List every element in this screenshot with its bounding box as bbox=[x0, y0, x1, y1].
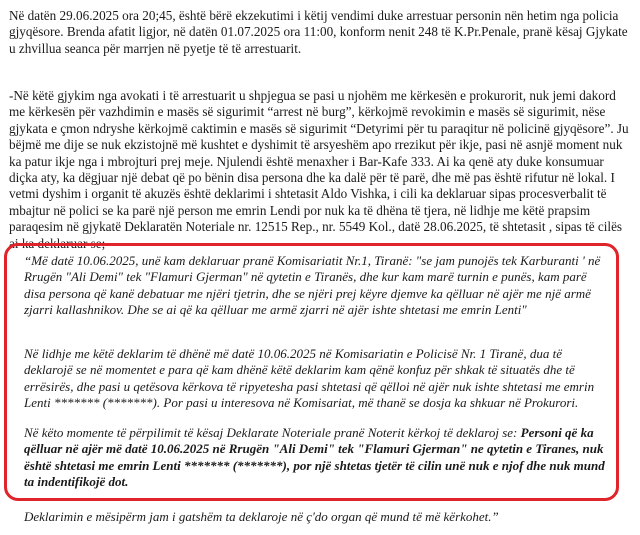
paragraph-arrest-execution: Në datën 29.06.2025 ora 20;45, është bërë ekzekutimi i këtij vendimi duke arrestuar personin nën hetim nga policia gjyqësore. Brenda afatit ligjor, në datën 01.07.2025 ora 11:00, konform nenit 248 të K.Pr.Penale, pranë kësaj Gjykate u zhvillua seanca për marrjen në pyetje të të arrestuarit. bbox=[9, 8, 628, 56]
paragraph-defense-argument: -Në këtë gjykim nga avokati i të arrestuarit u shpjegua se pasi u njohëm me kërkesën e prokurorit, nuk jemi dakord me kërkesën për vazhdimin e masës së sigurimit “arrest në burg”, kërkojmë revokimin e masës së sigurimit, nëse gjykata e çmon ndryshe kërkojmë caktimin e masës së sigurimit “Detyrimi për tu paraqitur në policinë gjyqësore”. Ju bëjmë me dije se nuk ekzistojnë më kushtet e dyshimit të arsyeshëm apo rrezikut për ikje, pasi në asnjë moment nuk ka patur ikje nga i mbrojturi prej meje. Njulendi është menaxher i Bar-Kafe 333. Ai ka qenë aty duke konsumuar diçka aty, ka dëgjuar një debat që po bënin disa persona dhe ka dalë për të parë, dhe më pas është rifutur në lokal. I vetmi dyshim i organit të akuzës është deklarimi i shtetasit Aldo Vishka, i cili ka deklaruar sipas procesverbalit të mbajtur në polici se ka parë një person me emrin Lendi por nuk ka të dhëna të tjera, në lidhje me këtë prapsim paraqesim në gjykatë Deklaratën Noteriale nr. 12515 Rep., nr. 5549 Kol., datë 28.06.2025, të shtetasit , sipas të cilës ai ka deklaruar se; bbox=[9, 88, 629, 251]
quote-notarial-key-statement: Personi që ka qëlluar në ajër më datë 10.06.2025 në Rrugën "Ali Demi" tek "Flamuri Gjerman" ne qytetin e Tiranes, nuk është shtetasi me emrin Lenti ******* (*******), por një shtetas tjetër të cilin unë nuk e njof dhe nuk mund ta indentifikojë dot. bbox=[24, 425, 605, 489]
quote-initial-police-statement: “Më datë 10.06.2025, unë kam deklaruar pranë Komisariatit Nr.1, Tiranë: "se jam punojës tek Karburanti ' në Rrugën "Ali Demi" tek "Flamuri Gjerman" në qytetin e Tiranës, dhe kur kam marë turnin e punës, kam parë disa persona që kanë debatuar me njëri tjetrin, dhe se njëri prej këyre djemve ka qëlluar në ajër me një armë zjarri kallashnikov. Dhe se ai që ka qëlluar me armë zjarri në ajër ishte shtetasi me emrin Lenti" bbox=[24, 253, 601, 317]
quote-notarial-intro: Në këto momente të përpilimit të kësaj Deklarate Noteriale pranë Noterit kërkoj të deklaroj se: bbox=[24, 425, 521, 440]
quote-notarial-declaration bbox=[24, 425, 610, 490]
quote-retraction-statement: Në lidhje me këtë deklarim të dhënë më datë 10.06.2025 në Komisariatin e Policisë Nr. 1 Tiranë, dua të deklarojë se në momentet e para që kam dhënë këtë deklarim kam qënë konfuz për shkak të situatës dhe të errësirës, dhe pasi u qetësova kërkova të ripyetesha pasi shtetasi që qëlloi në ajër nuk ishte shtetasi me emrin Lenti ******* (*******). Por pasi u interesova në Komisariat, më thanë se dosja ka shkuar në Prokurori. bbox=[24, 346, 595, 410]
closing-statement: Deklarimin e mësipërm jam i gatshëm ta deklaroje në ç'do organ që mund të më kërkohet.” bbox=[24, 509, 499, 524]
